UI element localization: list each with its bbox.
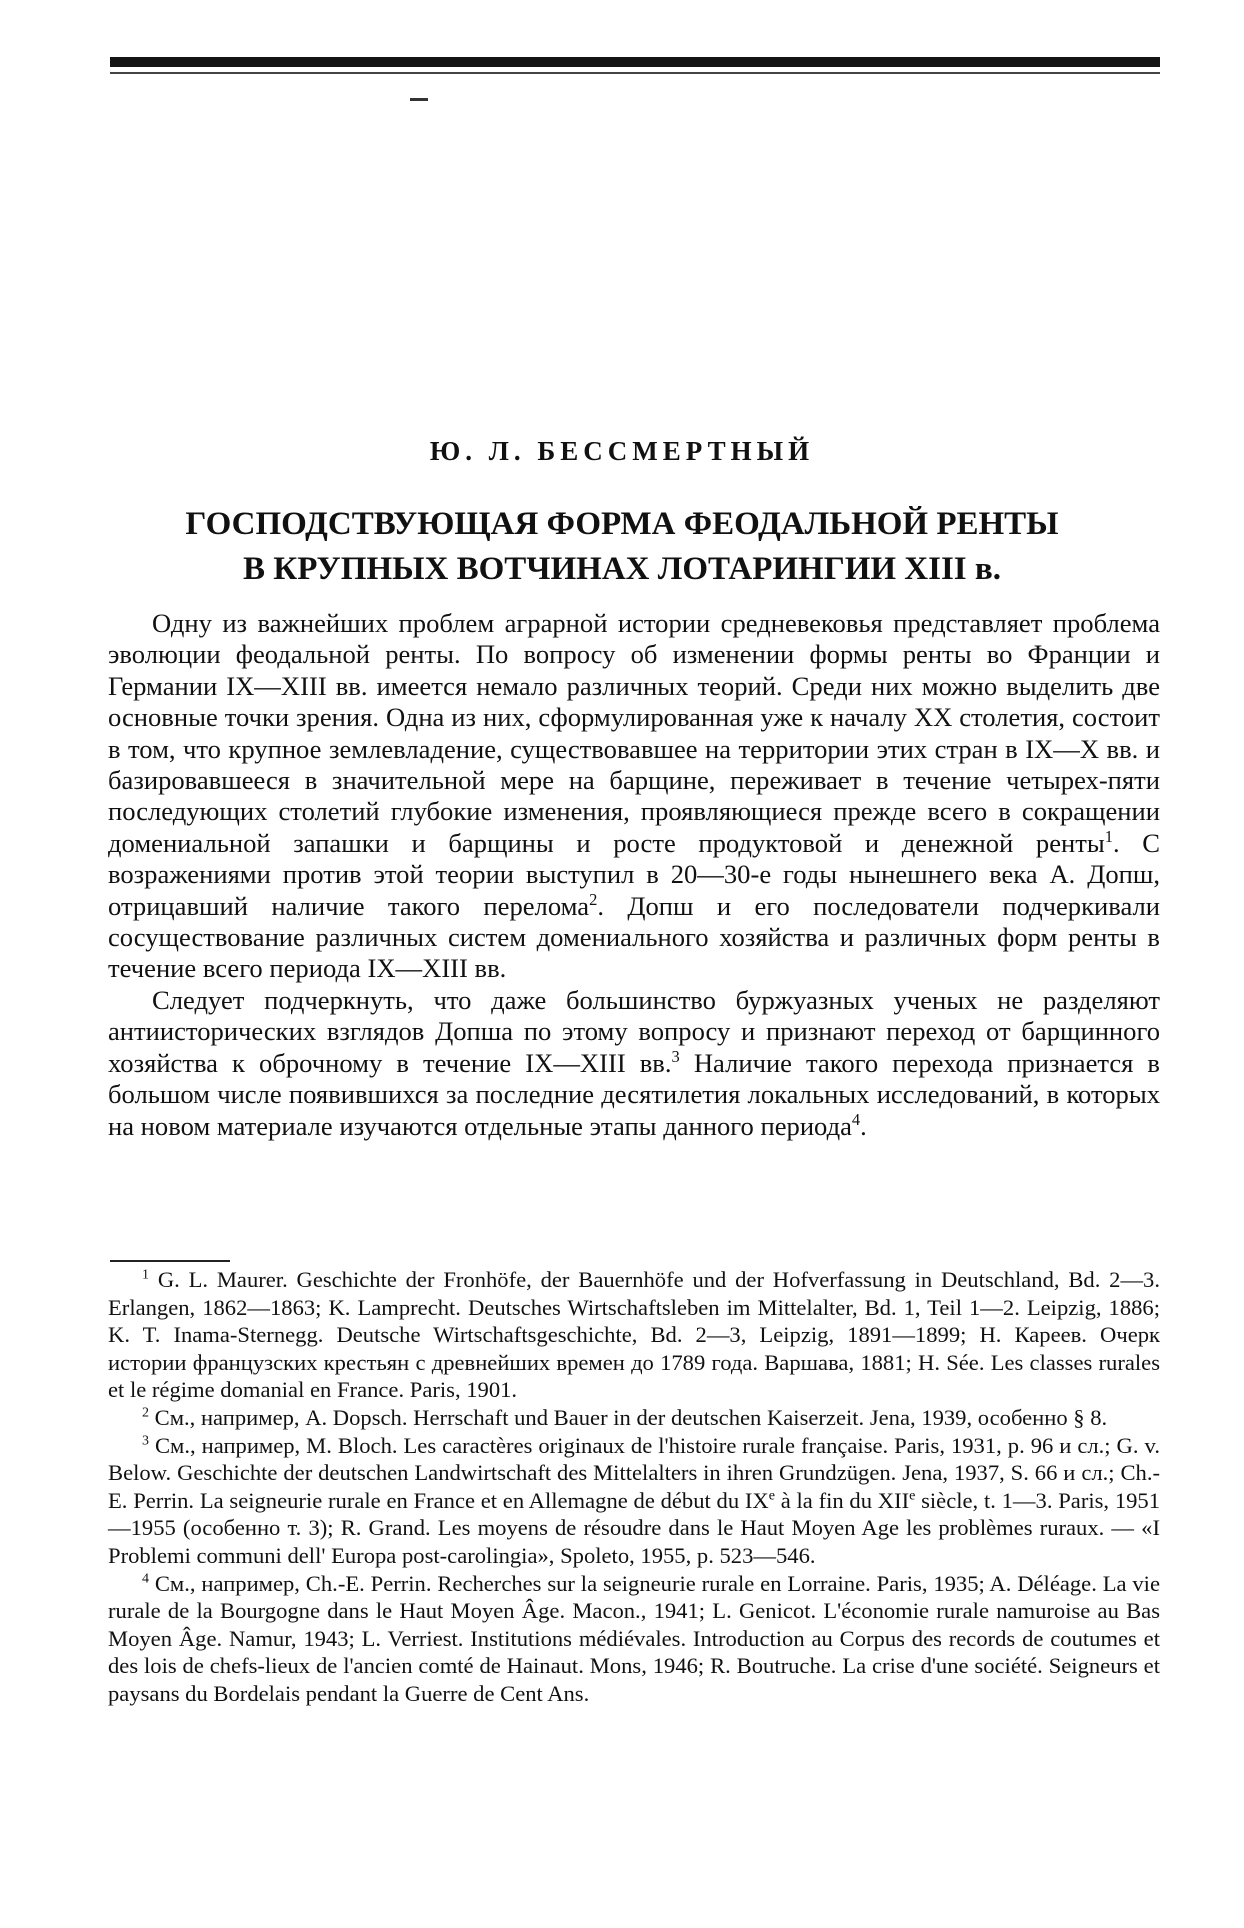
footnote-2-text: См., например, A. Dopsch. Herrschaft und Bauer in der deutschen Kaiserzeit. Jena, 1939, особенно § 8. xyxy=(154,1404,1108,1430)
footnote-3-text: См., например, M. Bloch. Les caractères originaux de l'histoire rurale française. Paris, 1931, p. 96 и сл.; G. v. Below. Geschichte der deutschen Landwirtschaft des Mittelalters in ihren Grundzügen. Jena, 1937, S. 66 и сл.; Ch.-E. Perrin. La seigneurie rurale en France et en Allemagne de début du IX xyxy=(108,1432,1160,1513)
footnote-4 xyxy=(108,1570,1160,1708)
footnote-1 xyxy=(108,1266,1160,1404)
article-body xyxy=(108,608,1160,1142)
footnote-2-number: 2 xyxy=(142,1405,149,1421)
footnote-ref-1: 1 xyxy=(1104,826,1113,846)
footnote-3-sup-2: e xyxy=(909,1488,916,1504)
footnote-1-text: G. L. Maurer. Geschichte der Fronhöfe, der Bauernhöfe und der Hofverfassung in Deutschland, Bd. 2—3. Erlangen, 1862—1863; K. Lamprecht. Deutsches Wirtschaftsleben im Mittelalter, Bd. 1, Teil 1—2. Leipzig, 1886; K. T. Inama-Sternegg. Deutsche Wirtschaftsgeschichte, Bd. 2—3, Leipzig, 1891—1899; Н. Кареев. Очерк истории французских крестьян с древнейших времен до 1789 года. Варшава, 1881; H. Sée. Les classes rurales et le régime domanial en France. Paris, 1901. xyxy=(108,1267,1160,1403)
footnote-3-number: 3 xyxy=(142,1433,149,1449)
title-line-1: ГОСПОДСТВУЮЩАЯ ФОРМА ФЕОДАЛЬНОЙ РЕНТЫ xyxy=(185,506,1059,542)
footnote-2 xyxy=(108,1404,1160,1432)
footnote-3 xyxy=(108,1432,1160,1570)
article-author: Ю. Л. БЕССМЕРТНЫЙ xyxy=(429,436,815,466)
footnote-3-text-end: siècle, t. 1—3. Paris, 1951—1955 (особенно т. 3); R. Grand. Les moyens de résoudre dans le Haut Moyen Age les problèmes ruraux. — «I Problemi communi dell' Europa post-carolingia», Spoleto, 1955, p. 523—546. xyxy=(108,1487,1161,1568)
title-line-2: В КРУПНЫХ ВОТЧИНАХ ЛОТАРИНГИИ XIII в. xyxy=(243,551,1001,587)
top-rule xyxy=(110,57,1160,67)
footnotes xyxy=(108,1266,1160,1708)
paragraph-1-text: Одну из важнейших проблем аграрной истории средневековья представляет проблема эволюции феодальной ренты. По вопросу об изменении формы ренты во Франции и Германии IX—XIII вв. имеется немало различных теорий. Среди них можно выделить две основные точки зрения. Одна из них, сформулированная уже к началу XX столетия, состоит в том, что крупное землевладение, существовавшее на территории этих стран в IX—X вв. и базировавшееся в значительной мере на барщине, переживает в течение четырех-пяти последующих столетий глубокие изменения, проявляющиеся прежде всего в сокращении домениальной запашки и барщины и росте продуктовой и денежной ренты xyxy=(108,608,1160,858)
top-rule-thin xyxy=(110,72,1160,74)
footnote-separator xyxy=(110,1260,230,1262)
footnote-3-text-mid: à la fin du XII xyxy=(774,1487,910,1513)
footnote-3-sup-1: e xyxy=(768,1488,775,1504)
footnote-4-number: 4 xyxy=(142,1571,149,1586)
footnote-ref-3: 3 xyxy=(671,1046,680,1066)
footnote-ref-2: 2 xyxy=(589,889,598,909)
paragraph-2-text-c: . xyxy=(860,1110,867,1141)
footnote-4-text: См., например, Ch.-E. Perrin. Recherches sur la seigneurie rurale en Lorraine. Paris, 1935; A. Déléage. La vie rurale de la Bourgogne dans le Haut Moyen Âge. Macon., 1941; L. Genicot. L'économie rurale namuroise au Bas Moyen Âge. Namur, 1943; L. Verriest. Institutions médiévales. Introduction au Corpus des records de coutumes et des lois de chefs-lieux de l'ancien comté de Hainaut. Mons, 1946; R. Boutruche. La crise d'une société. Seigneurs et paysans du Bordelais pendant la Guerre de Cent Ans. xyxy=(108,1570,1160,1706)
paragraph-1-text-c: . Допш и его последователи подчеркивали сосуществование различных систем домениального хозяйства и различных форм ренты в течение всего периода IX—XIII вв. xyxy=(108,890,1161,984)
article-title xyxy=(0,502,1244,592)
paragraph-2 xyxy=(108,985,1160,1142)
paragraph-1 xyxy=(108,608,1160,985)
header-dash xyxy=(410,98,428,101)
paragraph-1-text-b: . С возражениями против этой теории выступил в 20—30-е годы нынешнего века А. Допш, отрицавший наличие такого перелома xyxy=(108,827,1160,921)
paragraph-2-text: Следует подчеркнуть, что даже большинство буржуазных ученых не разделяют антиисторических взглядов Допша по этому вопросу и признают переход от барщинного хозяйства к оброчному в течение IX—XIII вв. xyxy=(108,984,1160,1078)
paragraph-2-text-b: Наличие такого перехода признается в большом числе появившихся за последние десятилетия локальных исследований, в которых на новом материале изучаются отдельные этапы данного периода xyxy=(108,1047,1160,1141)
footnote-1-number: 1 xyxy=(142,1267,149,1283)
footnote-ref-4: 4 xyxy=(851,1109,861,1129)
